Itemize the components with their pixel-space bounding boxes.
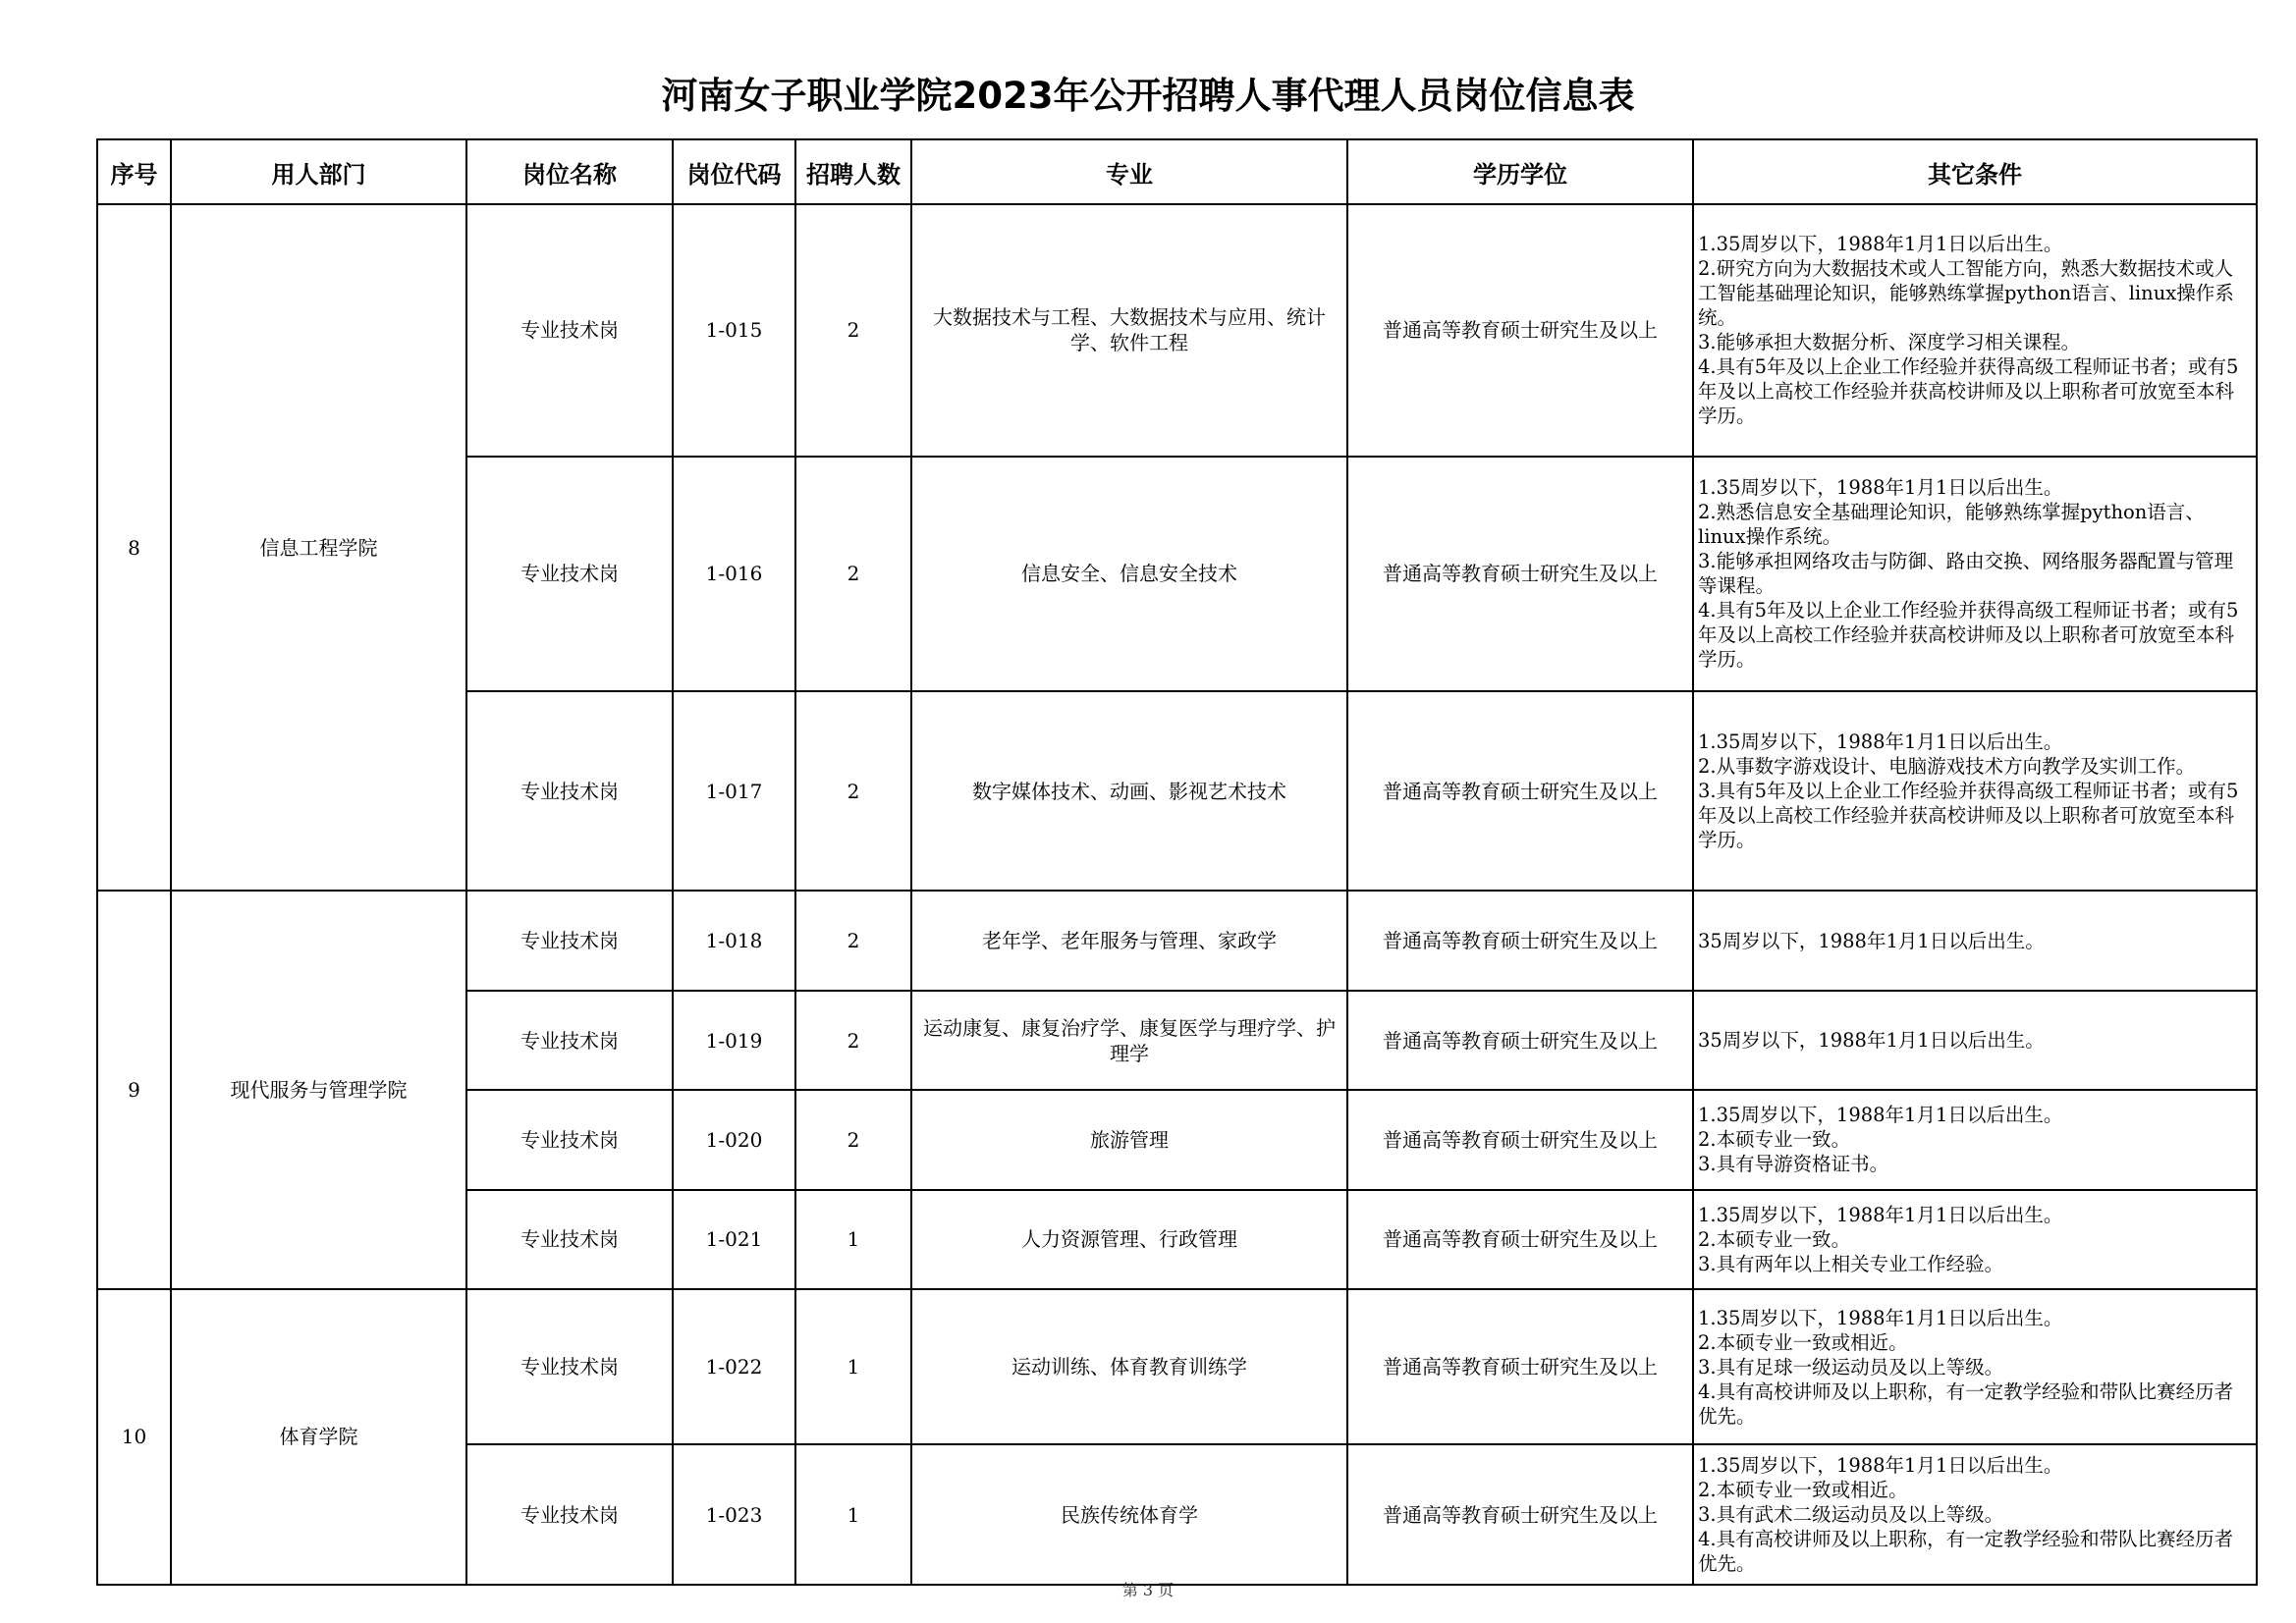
job-table [96, 138, 2258, 1586]
requirement-line: 1.35周岁以下，1988年1月1日以后出生。 [1698, 476, 2063, 500]
requirement-line: 2.从事数字游戏设计、电脑游戏技术方向教学及实训工作。 [1698, 755, 2196, 779]
post-code-cell: 1-017 [673, 691, 795, 892]
row-number: 10 [97, 1289, 171, 1585]
post-name-cell: 专业技术岗 [466, 457, 673, 691]
degree-cell: 普通高等教育硕士研究生及以上 [1347, 204, 1693, 457]
headcount-cell: 1 [795, 1444, 911, 1585]
post-code-cell: 1-015 [673, 204, 795, 457]
requirements-cell [1693, 1444, 2257, 1585]
headcount-cell: 2 [795, 457, 911, 691]
requirement-line: 1.35周岁以下，1988年1月1日以后出生。 [1698, 233, 2063, 256]
requirement-line: 3.具有5年及以上企业工作经验并获得高级工程师证书者；或有5年及以上高校工作经验并获高校讲师及以上职称者可放宽至本科学历。 [1698, 780, 2239, 852]
header-major: 专业 [911, 139, 1347, 204]
header-row [97, 139, 2257, 204]
department-cell: 现代服务与管理学院 [171, 891, 466, 1288]
header-post: 岗位名称 [466, 139, 673, 204]
degree-cell: 普通高等教育硕士研究生及以上 [1347, 1289, 1693, 1445]
requirements-cell [1693, 691, 2257, 892]
row-number: 9 [97, 891, 171, 1288]
post-code-cell: 1-022 [673, 1289, 795, 1445]
requirement-line: 1.35周岁以下，1988年1月1日以后出生。 [1698, 1454, 2063, 1478]
post-name-cell: 专业技术岗 [466, 691, 673, 892]
job-table-body [97, 204, 2257, 1585]
post-code-cell: 1-019 [673, 991, 795, 1090]
major-cell: 运动训练、体育教育训练学 [911, 1289, 1347, 1445]
row-number: 8 [97, 204, 171, 891]
post-name-cell: 专业技术岗 [466, 204, 673, 457]
major-cell: 信息安全、信息安全技术 [911, 457, 1347, 691]
requirement-line: 2.本硕专业一致或相近。 [1698, 1479, 1908, 1502]
requirements-cell [1693, 1090, 2257, 1189]
requirement-line: 1.35周岁以下，1988年1月1日以后出生。 [1698, 1306, 2063, 1329]
degree-cell: 普通高等教育硕士研究生及以上 [1347, 891, 1693, 990]
requirement-line: 35周岁以下，1988年1月1日以后出生。 [1698, 929, 2045, 952]
table-row [97, 891, 2257, 990]
post-name-cell: 专业技术岗 [466, 1090, 673, 1189]
post-code-cell: 1-020 [673, 1090, 795, 1189]
post-code-cell: 1-016 [673, 457, 795, 691]
degree-cell: 普通高等教育硕士研究生及以上 [1347, 1090, 1693, 1189]
requirement-line: 2.本硕专业一致或相近。 [1698, 1330, 1908, 1354]
degree-cell: 普通高等教育硕士研究生及以上 [1347, 1444, 1693, 1585]
header-no: 序号 [97, 139, 171, 204]
headcount-cell: 2 [795, 691, 911, 892]
post-name-cell: 专业技术岗 [466, 891, 673, 990]
requirement-line: 2.本硕专业一致。 [1698, 1128, 1851, 1152]
major-cell: 数字媒体技术、动画、影视艺术技术 [911, 691, 1347, 892]
requirement-line: 1.35周岁以下，1988年1月1日以后出生。 [1698, 1104, 2063, 1127]
requirement-line: 3.能够承担网络攻击与防御、路由交换、网络服务器配置与管理等课程。 [1698, 550, 2234, 598]
requirement-line: 2.熟悉信息安全基础理论知识，能够熟练掌握python语言、linux操作系统。 [1698, 501, 2205, 549]
major-cell: 人力资源管理、行政管理 [911, 1190, 1347, 1289]
headcount-cell: 2 [795, 1090, 911, 1189]
requirement-line: 3.具有足球一级运动员及以上等级。 [1698, 1355, 2004, 1379]
headcount-cell: 1 [795, 1289, 911, 1445]
post-code-cell: 1-018 [673, 891, 795, 990]
requirements-cell [1693, 204, 2257, 457]
requirement-line: 3.具有两年以上相关专业工作经验。 [1698, 1252, 2004, 1275]
headcount-cell: 2 [795, 991, 911, 1090]
header-count: 招聘人数 [795, 139, 911, 204]
requirement-line: 4.具有5年及以上企业工作经验并获得高级工程师证书者；或有5年及以上高校工作经验并获高校讲师及以上职称者可放宽至本科学历。 [1698, 355, 2239, 428]
header-degree: 学历学位 [1347, 139, 1693, 204]
requirements-cell [1693, 991, 2257, 1090]
page-footer: 第 3 页 [1121, 1581, 1175, 1599]
major-cell: 老年学、老年服务与管理、家政学 [911, 891, 1347, 990]
requirement-line: 3.具有导游资格证书。 [1698, 1153, 1889, 1176]
major-cell: 民族传统体育学 [911, 1444, 1347, 1585]
degree-cell: 普通高等教育硕士研究生及以上 [1347, 1190, 1693, 1289]
major-cell: 运动康复、康复治疗学、康复医学与理疗学、护理学 [911, 991, 1347, 1090]
requirement-line: 2.研究方向为大数据技术或人工智能方向，熟悉大数据技术或人工智能基础理论知识，能够熟练掌握python语言、linux操作系统。 [1698, 257, 2234, 330]
requirements-cell [1693, 1190, 2257, 1289]
requirement-line: 4.具有高校讲师及以上职称，有一定教学经验和带队比赛经历者优先。 [1698, 1380, 2234, 1428]
header-dept: 用人部门 [171, 139, 466, 204]
headcount-cell: 2 [795, 204, 911, 457]
requirement-line: 3.能够承担大数据分析、深度学习相关课程。 [1698, 331, 2081, 354]
post-name-cell: 专业技术岗 [466, 1444, 673, 1585]
requirements-cell [1693, 891, 2257, 990]
requirement-line: 2.本硕专业一致。 [1698, 1227, 1851, 1251]
requirement-line: 4.具有高校讲师及以上职称，有一定教学经验和带队比赛经历者优先。 [1698, 1528, 2234, 1576]
requirement-line: 4.具有5年及以上企业工作经验并获得高级工程师证书者；或有5年及以上高校工作经验并获高校讲师及以上职称者可放宽至本科学历。 [1698, 599, 2239, 672]
requirement-line: 3.具有武术二级运动员及以上等级。 [1698, 1503, 2004, 1527]
requirements-cell [1693, 1289, 2257, 1445]
requirement-line: 1.35周岁以下，1988年1月1日以后出生。 [1698, 730, 2063, 754]
department-cell: 信息工程学院 [171, 204, 466, 891]
headcount-cell: 1 [795, 1190, 911, 1289]
post-name-cell: 专业技术岗 [466, 991, 673, 1090]
table-row [97, 204, 2257, 457]
table-row [97, 1289, 2257, 1445]
department-cell: 体育学院 [171, 1289, 466, 1585]
header-requirements: 其它条件 [1693, 139, 2257, 204]
major-cell: 旅游管理 [911, 1090, 1347, 1189]
degree-cell: 普通高等教育硕士研究生及以上 [1347, 991, 1693, 1090]
requirements-cell [1693, 457, 2257, 691]
major-cell: 大数据技术与工程、大数据技术与应用、统计学、软件工程 [911, 204, 1347, 457]
headcount-cell: 2 [795, 891, 911, 990]
post-name-cell: 专业技术岗 [466, 1190, 673, 1289]
degree-cell: 普通高等教育硕士研究生及以上 [1347, 457, 1693, 691]
requirement-line: 1.35周岁以下，1988年1月1日以后出生。 [1698, 1203, 2063, 1226]
post-code-cell: 1-021 [673, 1190, 795, 1289]
post-code-cell: 1-023 [673, 1444, 795, 1585]
page-title: 河南女子职业学院2023年公开招聘人事代理人员岗位信息表 [661, 75, 1635, 117]
degree-cell: 普通高等教育硕士研究生及以上 [1347, 691, 1693, 892]
post-name-cell: 专业技术岗 [466, 1289, 673, 1445]
header-code: 岗位代码 [673, 139, 795, 204]
requirement-line: 35周岁以下，1988年1月1日以后出生。 [1698, 1029, 2045, 1052]
